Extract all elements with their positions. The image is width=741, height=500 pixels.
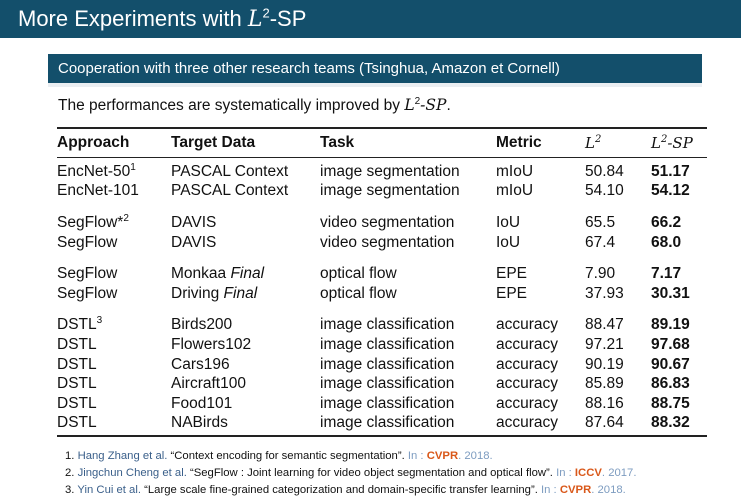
header-l2 — [585, 128, 651, 158]
target-name: DAVIS — [171, 213, 217, 231]
header-approach: Approach — [57, 128, 171, 158]
cell-l2sp: 88.75 — [651, 394, 690, 412]
cell-approach — [57, 374, 171, 394]
cell-target-data — [171, 201, 320, 233]
intro-math: L — [404, 96, 415, 114]
approach-name: DSTL — [57, 316, 97, 334]
reference-title: “Large scale fine-grained categorization and domain-specific transfer learning”. — [141, 484, 541, 496]
cell-task: image classification — [320, 355, 455, 373]
reference-year: . 2018. — [458, 450, 493, 462]
intro-suffix: -SP — [420, 96, 447, 114]
reference-1 — [65, 448, 636, 465]
reference-author-link[interactable]: Yin Cui et al. — [77, 484, 141, 496]
cell-approach — [57, 394, 171, 414]
target-name: Food101 — [171, 394, 233, 412]
target-name: Aircraft100 — [171, 375, 246, 393]
cell-l2sp: 68.0 — [651, 233, 682, 251]
cell-l2: 88.16 — [585, 394, 624, 412]
cell-metric: accuracy — [496, 355, 559, 373]
cell-l2: 97.21 — [585, 335, 624, 353]
cell-l2sp: 51.17 — [651, 162, 690, 180]
reference-author-link[interactable]: Hang Zhang et al. — [77, 450, 168, 462]
intro-sentence — [58, 96, 451, 115]
cell-l2sp: 88.32 — [651, 414, 707, 437]
cell-target-data — [171, 374, 320, 394]
target-name: PASCAL Context — [171, 182, 289, 200]
cell-task: video segmentation — [320, 233, 455, 251]
table-row — [57, 394, 707, 414]
header-l2-sup: 2 — [594, 134, 602, 145]
cell-approach — [57, 284, 171, 304]
reference-2 — [65, 465, 636, 482]
reference-in: In : — [541, 484, 560, 496]
slide-title-text: More Experiments with — [18, 6, 248, 31]
table-row — [57, 252, 707, 284]
cell-approach — [57, 158, 171, 182]
target-name: Birds200 — [171, 316, 233, 334]
table-header-row — [57, 128, 707, 158]
cell-metric: IoU — [496, 233, 521, 251]
cell-task: optical flow — [320, 284, 397, 302]
approach-name: SegFlow* — [57, 213, 124, 231]
reference-author-link[interactable]: Jingchun Cheng et al. — [77, 467, 187, 479]
table-row — [57, 304, 707, 336]
cell-metric: accuracy — [496, 316, 559, 334]
cell-l2: 88.47 — [585, 316, 624, 334]
approach-footnote-ref: 1 — [130, 161, 136, 173]
target-name: Flowers102 — [171, 335, 252, 353]
cell-l2: 7.90 — [585, 265, 616, 283]
slide-title-suffix: -SP — [269, 6, 307, 31]
approach-name: SegFlow — [57, 265, 118, 283]
cell-task: image classification — [320, 414, 496, 437]
reference-venue-link[interactable]: ICCV — [574, 467, 602, 479]
table-row — [57, 201, 707, 233]
approach-name: SegFlow — [57, 284, 118, 302]
slide-title-sup: 2 — [262, 5, 270, 21]
approach-name: SegFlow — [57, 233, 118, 251]
cell-approach — [57, 201, 171, 233]
target-name: PASCAL Context — [171, 162, 289, 180]
target-name: NABirds — [171, 414, 228, 432]
cell-task: optical flow — [320, 265, 397, 283]
approach-footnote-ref: 3 — [96, 315, 103, 327]
cell-metric: IoU — [496, 213, 521, 231]
reference-in: In : — [407, 450, 427, 462]
cell-metric: mIoU — [496, 162, 534, 180]
approach-name: EncNet-50 — [57, 162, 131, 180]
cell-target-data — [171, 414, 320, 437]
cell-l2sp: 30.31 — [651, 284, 690, 302]
header-l2-text: L — [585, 134, 595, 152]
cell-approach — [57, 252, 171, 284]
cell-target-data — [171, 158, 320, 182]
cell-l2: 87.64 — [585, 414, 651, 437]
table-row — [57, 284, 707, 304]
cell-task: image classification — [320, 375, 455, 393]
table-row — [57, 182, 707, 202]
reference-number: 2. — [65, 467, 75, 479]
approach-name: DSTL — [57, 355, 97, 373]
table-row — [57, 355, 707, 375]
cell-metric: accuracy — [496, 335, 559, 353]
target-name: Monkaa — [171, 265, 231, 283]
results-table — [57, 127, 707, 437]
header-l2sp-sup: 2 — [660, 134, 668, 145]
cell-l2sp: 54.12 — [651, 182, 690, 200]
cell-approach — [57, 414, 171, 437]
approach-name: DSTL — [57, 335, 97, 353]
target-qualifier: Final — [230, 265, 265, 283]
slide-title-math: L — [247, 7, 263, 32]
cell-target-data — [171, 394, 320, 414]
approach-name: EncNet-101 — [57, 182, 139, 200]
table-row — [57, 335, 707, 355]
target-qualifier: Final — [223, 284, 258, 302]
block-header: Cooperation with three other research teams (Tsinghua, Amazon et Cornell) — [48, 54, 702, 83]
reference-title: “Context encoding for semantic segmentation”. — [167, 450, 408, 462]
cell-metric: EPE — [496, 265, 528, 283]
slide-title — [0, 0, 741, 38]
reference-year: . 2017. — [601, 467, 637, 479]
intro-sup: 2 — [414, 95, 421, 107]
header-task: Task — [320, 128, 496, 158]
cell-l2sp: 7.17 — [651, 265, 682, 283]
target-name: DAVIS — [171, 233, 217, 251]
table-row — [57, 158, 707, 182]
cell-l2: 65.5 — [585, 213, 616, 231]
cell-approach — [57, 304, 171, 336]
cell-approach — [57, 233, 171, 253]
cell-task: image segmentation — [320, 162, 460, 180]
reference-number: 1. — [65, 450, 75, 462]
reference-year: . 2018. — [591, 484, 626, 496]
header-l2sp-suffix: -SP — [667, 134, 693, 152]
reference-number: 3. — [65, 484, 75, 496]
header-l2sp-text: L — [651, 134, 661, 152]
cell-l2sp: 90.67 — [651, 355, 690, 373]
cell-task: image classification — [320, 335, 455, 353]
cell-target-data — [171, 304, 320, 336]
table-row — [57, 233, 707, 253]
cell-l2sp: 97.68 — [651, 335, 690, 353]
cell-approach — [57, 335, 171, 355]
approach-footnote-ref: 2 — [123, 212, 129, 224]
header-l2sp — [651, 128, 707, 158]
cell-target-data — [171, 182, 320, 202]
cell-task: image classification — [320, 394, 455, 412]
header-metric: Metric — [496, 128, 585, 158]
cell-task: image classification — [320, 316, 455, 334]
cell-target-data — [171, 252, 320, 284]
cell-metric: accuracy — [496, 414, 585, 437]
cell-approach — [57, 355, 171, 375]
cell-metric: accuracy — [496, 394, 559, 412]
cell-target-data — [171, 233, 320, 253]
cell-l2: 50.84 — [585, 162, 624, 180]
reference-3 — [65, 482, 636, 499]
cell-l2sp: 66.2 — [651, 213, 682, 231]
target-name: Cars196 — [171, 355, 230, 373]
header-target-data: Target Data — [171, 128, 320, 158]
cell-target-data — [171, 335, 320, 355]
cell-target-data — [171, 355, 320, 375]
cell-metric: EPE — [496, 284, 528, 302]
cell-l2: 85.89 — [585, 375, 624, 393]
reference-title: “SegFlow : Joint learning for video object segmentation and optical flow”. — [186, 467, 557, 479]
cell-task: video segmentation — [320, 213, 455, 231]
reference-in: In : — [556, 467, 575, 479]
cell-l2: 90.19 — [585, 355, 624, 373]
cell-task: image segmentation — [320, 182, 460, 200]
cell-metric: accuracy — [496, 375, 559, 393]
cell-l2sp: 86.83 — [651, 375, 690, 393]
cell-l2: 54.10 — [585, 182, 624, 200]
approach-name: DSTL — [57, 375, 97, 393]
intro-end: . — [446, 97, 451, 114]
references — [65, 448, 636, 499]
cell-metric: mIoU — [496, 182, 534, 200]
reference-venue-link[interactable]: CVPR — [426, 450, 459, 462]
reference-venue-link[interactable]: CVPR — [559, 484, 592, 496]
cell-l2: 37.93 — [585, 284, 624, 302]
approach-name: DSTL — [57, 394, 97, 412]
approach-name: DSTL — [57, 414, 97, 432]
cell-l2sp: 89.19 — [651, 316, 690, 334]
table-row — [57, 414, 707, 437]
intro-text: The performances are systematically improved by — [58, 97, 405, 114]
target-name: Driving — [171, 284, 224, 302]
cell-l2: 67.4 — [585, 233, 616, 251]
block-body — [48, 83, 702, 87]
cell-target-data — [171, 284, 320, 304]
cell-approach — [57, 182, 171, 202]
table-row — [57, 374, 707, 394]
